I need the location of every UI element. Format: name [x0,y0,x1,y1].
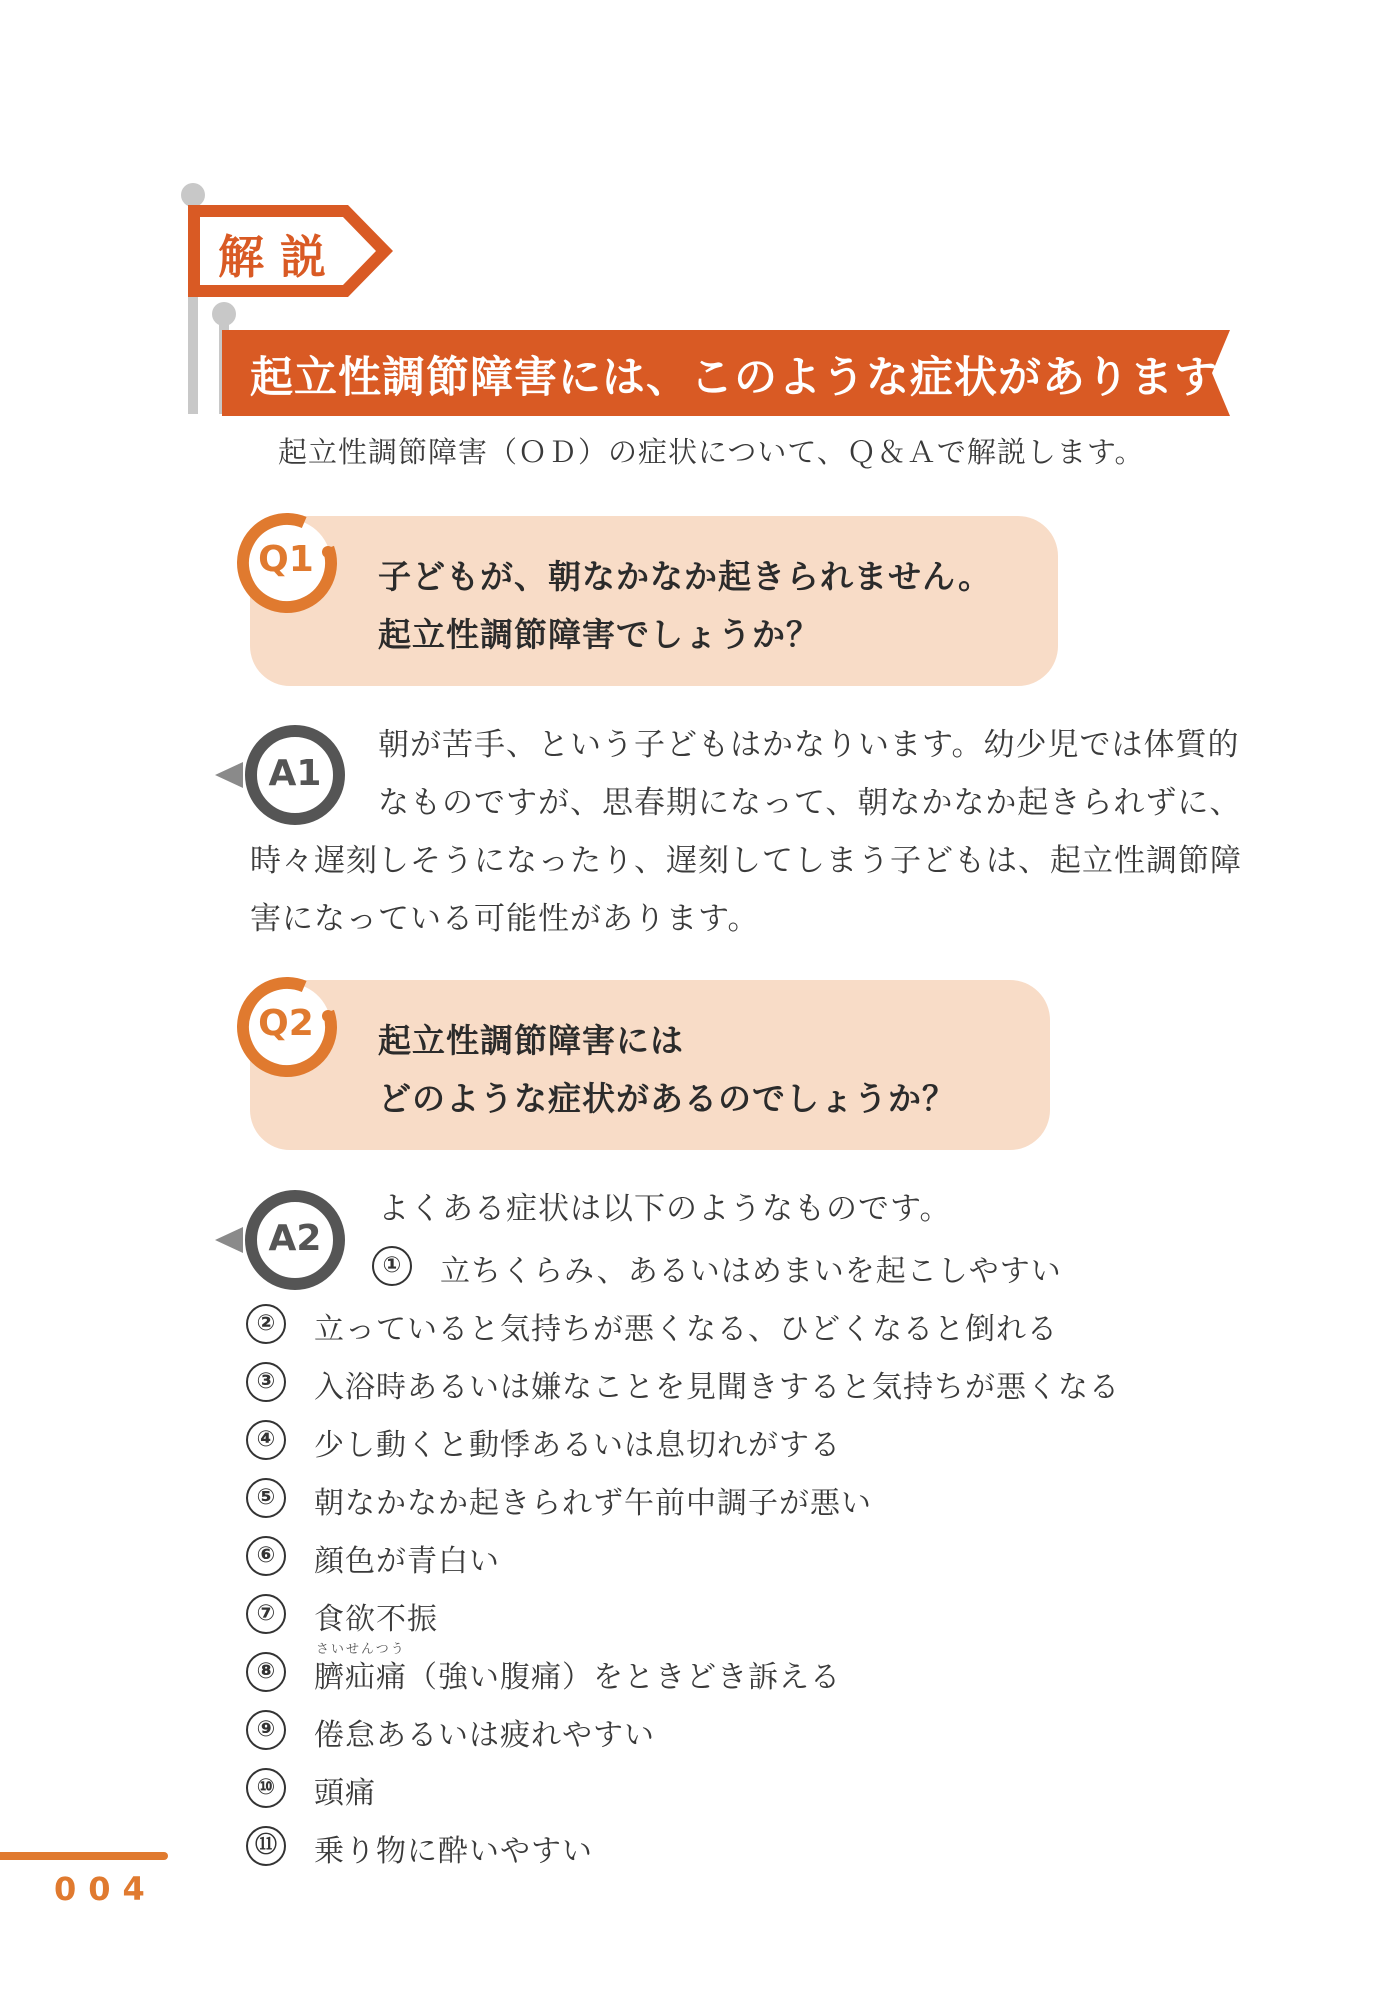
ruby-annotation: さいせんつう [316,1642,406,1657]
a1-badge-label: A1 [268,753,322,794]
page-number: 004 [54,1870,157,1908]
list-item-text: 乗り物に酔いやすい [314,1834,593,1869]
list-item-text: 顔色が青白い [314,1544,500,1579]
list-item-text: 立ちくらみ、あるいはめまいを起こしやすい [440,1254,1062,1289]
list-number: ⑦ [246,1594,286,1634]
a2-intro: よくある症状は以下のようなものです。 [378,1191,952,1227]
list-item-text: 倦怠あるいは疲れやすい [314,1718,655,1753]
q1-line-1: 子どもが、朝なかなか起きられません。 [378,557,992,596]
list-number: ⑩ [246,1768,286,1808]
q1-line-2: 起立性調節障害でしょうか？ [378,615,820,654]
a1-line-2: なものですが、思春期になって、朝なかなか起きられずに、 [378,785,1242,821]
q1-badge-label: Q1 [258,539,314,580]
list-number: ⑥ [246,1536,286,1576]
q1-badge [232,508,342,618]
q2-badge-label: Q2 [258,1003,314,1044]
page-number-rule [0,1852,168,1860]
a1-line-3: 時々遅刻しそうになったり、遅刻してしまう子どもは、起立性調節障 [250,843,1242,879]
q2-line-1: 起立性調節障害には [378,1021,684,1060]
section-tag-label: 解説 [218,230,342,284]
q2-text [378,1012,956,1128]
list-number: ⑧ [246,1652,286,1692]
list-item-text: 朝なかなか起きられず午前中調子が悪い [314,1486,872,1521]
q1-text [378,548,992,664]
a2-badge [215,1185,350,1295]
q2-line-2: どのような症状があるのでしょうか？ [378,1079,956,1118]
list-number: ③ [246,1362,286,1402]
section-intro: 起立性調節障害（ＯＤ）の症状について、Ｑ＆Ａで解説します。 [278,435,1145,469]
list-item-text: 頭痛 [314,1776,376,1811]
a2-badge-label: A2 [268,1218,322,1259]
a1-line-1: 朝が苦手、という子どもはかなりいます。幼少児では体質的 [378,727,1240,763]
section-heading: 起立性調節障害には、このような症状があります [250,353,1218,403]
list-item-text: 入浴時あるいは嫌なことを見聞きすると気持ちが悪くなる [314,1370,1120,1405]
list-number: ④ [246,1420,286,1460]
list-item-text: 少し動くと動悸あるいは息切れがする [314,1428,841,1463]
list-item-text: 立っていると気持ちが悪くなる、ひどくなると倒れる [314,1312,1058,1347]
section-tag [188,205,398,297]
section-heading-ribbon [222,330,1230,416]
list-item-text: 食欲不振 [314,1602,438,1637]
list-item-text: 臍疝痛（強い腹痛）をときどき訴える [314,1660,841,1695]
list-number: ⑤ [246,1478,286,1518]
a1-line-4: 害になっている可能性があります。 [250,901,760,937]
list-number: ① [372,1246,412,1286]
list-number: ② [246,1304,286,1344]
list-number: ⑨ [246,1710,286,1750]
list-number: ⑪ [246,1826,286,1866]
q2-badge [232,972,342,1082]
a1-badge [215,720,350,830]
